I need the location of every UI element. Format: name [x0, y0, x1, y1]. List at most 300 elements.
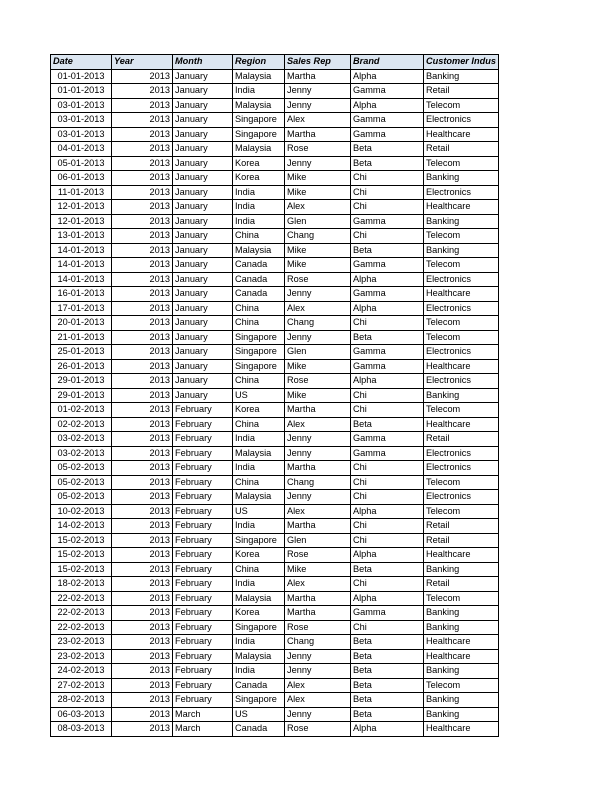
cell-sales-rep: Alex: [285, 113, 351, 128]
cell-sales-rep: Rose: [285, 620, 351, 635]
cell-date: 10-02-2013: [51, 504, 112, 519]
cell-brand: Chi: [351, 316, 424, 331]
cell-customer-industry: Banking: [424, 707, 499, 722]
cell-sales-rep: Jenny: [285, 330, 351, 345]
cell-sales-rep: Rose: [285, 142, 351, 157]
cell-date: 20-01-2013: [51, 316, 112, 331]
cell-month: February: [173, 591, 233, 606]
cell-date: 03-01-2013: [51, 113, 112, 128]
cell-year: 2013: [112, 475, 173, 490]
cell-brand: Gamma: [351, 127, 424, 142]
table-row: [51, 388, 499, 403]
cell-customer-industry: Healthcare: [424, 287, 499, 302]
cell-month: March: [173, 722, 233, 737]
cell-sales-rep: Rose: [285, 722, 351, 737]
cell-date: 05-01-2013: [51, 156, 112, 171]
cell-brand: Beta: [351, 635, 424, 650]
cell-sales-rep: Jenny: [285, 156, 351, 171]
table-row: [51, 316, 499, 331]
cell-month: January: [173, 214, 233, 229]
table-row: [51, 562, 499, 577]
cell-brand: Chi: [351, 185, 424, 200]
cell-customer-industry: Healthcare: [424, 722, 499, 737]
header-brand: Brand: [351, 55, 424, 70]
cell-brand: Beta: [351, 707, 424, 722]
cell-year: 2013: [112, 272, 173, 287]
cell-date: 05-02-2013: [51, 490, 112, 505]
cell-date: 17-01-2013: [51, 301, 112, 316]
header-date: Date: [51, 55, 112, 70]
header-customer-industry: Customer Indus: [424, 55, 499, 70]
cell-year: 2013: [112, 98, 173, 113]
cell-customer-industry: Electronics: [424, 446, 499, 461]
cell-region: India: [233, 185, 285, 200]
cell-customer-industry: Healthcare: [424, 417, 499, 432]
cell-customer-industry: Healthcare: [424, 200, 499, 215]
cell-month: January: [173, 142, 233, 157]
cell-date: 14-02-2013: [51, 519, 112, 534]
cell-sales-rep: Martha: [285, 519, 351, 534]
cell-year: 2013: [112, 606, 173, 621]
cell-customer-industry: Telecom: [424, 229, 499, 244]
cell-month: February: [173, 446, 233, 461]
cell-region: India: [233, 214, 285, 229]
table-row: [51, 693, 499, 708]
cell-date: 01-02-2013: [51, 403, 112, 418]
table-row: [51, 200, 499, 215]
cell-customer-industry: Retail: [424, 519, 499, 534]
cell-year: 2013: [112, 591, 173, 606]
cell-year: 2013: [112, 461, 173, 476]
cell-year: 2013: [112, 156, 173, 171]
cell-year: 2013: [112, 446, 173, 461]
cell-month: February: [173, 678, 233, 693]
cell-month: February: [173, 606, 233, 621]
table-row: [51, 272, 499, 287]
cell-region: Canada: [233, 258, 285, 273]
cell-customer-industry: Healthcare: [424, 548, 499, 563]
table-row: [51, 359, 499, 374]
cell-year: 2013: [112, 214, 173, 229]
cell-sales-rep: Jenny: [285, 490, 351, 505]
cell-customer-industry: Banking: [424, 171, 499, 186]
cell-sales-rep: Mike: [285, 562, 351, 577]
cell-sales-rep: Chang: [285, 316, 351, 331]
cell-customer-industry: Telecom: [424, 156, 499, 171]
cell-sales-rep: Alex: [285, 301, 351, 316]
cell-date: 15-02-2013: [51, 548, 112, 563]
table-row: [51, 490, 499, 505]
cell-month: February: [173, 562, 233, 577]
cell-region: Korea: [233, 548, 285, 563]
cell-month: February: [173, 490, 233, 505]
cell-year: 2013: [112, 185, 173, 200]
cell-brand: Chi: [351, 171, 424, 186]
cell-brand: Chi: [351, 229, 424, 244]
cell-region: China: [233, 301, 285, 316]
table-row: [51, 345, 499, 360]
cell-brand: Chi: [351, 620, 424, 635]
cell-month: January: [173, 113, 233, 128]
cell-customer-industry: Electronics: [424, 490, 499, 505]
table-row: [51, 519, 499, 534]
table-row: [51, 156, 499, 171]
cell-region: US: [233, 388, 285, 403]
cell-month: January: [173, 258, 233, 273]
cell-date: 29-01-2013: [51, 388, 112, 403]
cell-brand: Gamma: [351, 214, 424, 229]
table-row: [51, 229, 499, 244]
cell-date: 22-02-2013: [51, 606, 112, 621]
table-row: [51, 722, 499, 737]
cell-customer-industry: Telecom: [424, 678, 499, 693]
cell-region: China: [233, 562, 285, 577]
table-body: [51, 69, 499, 736]
cell-sales-rep: Alex: [285, 678, 351, 693]
cell-date: 26-01-2013: [51, 359, 112, 374]
cell-brand: Beta: [351, 417, 424, 432]
table-row: [51, 185, 499, 200]
cell-sales-rep: Jenny: [285, 446, 351, 461]
cell-customer-industry: Banking: [424, 562, 499, 577]
cell-customer-industry: Electronics: [424, 301, 499, 316]
cell-date: 15-02-2013: [51, 533, 112, 548]
cell-brand: Beta: [351, 243, 424, 258]
table-row: [51, 591, 499, 606]
cell-year: 2013: [112, 258, 173, 273]
cell-customer-industry: Banking: [424, 693, 499, 708]
cell-sales-rep: Jenny: [285, 707, 351, 722]
cell-region: Singapore: [233, 693, 285, 708]
cell-customer-industry: Retail: [424, 84, 499, 99]
cell-year: 2013: [112, 330, 173, 345]
cell-sales-rep: Chang: [285, 229, 351, 244]
table-row: [51, 330, 499, 345]
cell-year: 2013: [112, 200, 173, 215]
cell-year: 2013: [112, 620, 173, 635]
header-year: Year: [112, 55, 173, 70]
table-row: [51, 432, 499, 447]
sales-data-table: [50, 54, 499, 737]
cell-sales-rep: Rose: [285, 548, 351, 563]
cell-region: Singapore: [233, 127, 285, 142]
cell-year: 2013: [112, 403, 173, 418]
cell-date: 25-01-2013: [51, 345, 112, 360]
cell-customer-industry: Telecom: [424, 98, 499, 113]
cell-region: Canada: [233, 272, 285, 287]
table-row: [51, 664, 499, 679]
cell-year: 2013: [112, 359, 173, 374]
cell-month: February: [173, 519, 233, 534]
cell-customer-industry: Telecom: [424, 475, 499, 490]
cell-date: 04-01-2013: [51, 142, 112, 157]
cell-brand: Alpha: [351, 504, 424, 519]
cell-sales-rep: Jenny: [285, 664, 351, 679]
cell-region: India: [233, 432, 285, 447]
cell-region: China: [233, 316, 285, 331]
cell-brand: Alpha: [351, 98, 424, 113]
cell-month: January: [173, 301, 233, 316]
cell-region: India: [233, 84, 285, 99]
cell-brand: Chi: [351, 533, 424, 548]
cell-brand: Alpha: [351, 722, 424, 737]
cell-date: 23-02-2013: [51, 649, 112, 664]
cell-customer-industry: Telecom: [424, 258, 499, 273]
cell-date: 06-03-2013: [51, 707, 112, 722]
cell-region: Malaysia: [233, 591, 285, 606]
cell-month: February: [173, 533, 233, 548]
cell-brand: Chi: [351, 490, 424, 505]
cell-date: 28-02-2013: [51, 693, 112, 708]
cell-year: 2013: [112, 69, 173, 84]
cell-region: India: [233, 664, 285, 679]
cell-brand: Gamma: [351, 606, 424, 621]
cell-customer-industry: Electronics: [424, 272, 499, 287]
cell-month: February: [173, 504, 233, 519]
cell-year: 2013: [112, 649, 173, 664]
cell-date: 14-01-2013: [51, 272, 112, 287]
table-row: [51, 461, 499, 476]
table-row: [51, 403, 499, 418]
cell-region: India: [233, 635, 285, 650]
header-row: [51, 55, 499, 70]
cell-month: February: [173, 664, 233, 679]
cell-region: Malaysia: [233, 446, 285, 461]
cell-brand: Alpha: [351, 272, 424, 287]
cell-region: Malaysia: [233, 69, 285, 84]
cell-brand: Gamma: [351, 446, 424, 461]
header-month: Month: [173, 55, 233, 70]
cell-year: 2013: [112, 722, 173, 737]
table-header: [51, 55, 499, 70]
cell-region: Singapore: [233, 345, 285, 360]
table-row: [51, 417, 499, 432]
cell-sales-rep: Mike: [285, 185, 351, 200]
cell-customer-industry: Telecom: [424, 403, 499, 418]
cell-sales-rep: Jenny: [285, 84, 351, 99]
cell-customer-industry: Healthcare: [424, 649, 499, 664]
table-row: [51, 171, 499, 186]
table-row: [51, 113, 499, 128]
cell-region: China: [233, 475, 285, 490]
cell-customer-industry: Electronics: [424, 461, 499, 476]
table-row: [51, 301, 499, 316]
cell-year: 2013: [112, 113, 173, 128]
cell-customer-industry: Banking: [424, 69, 499, 84]
cell-month: February: [173, 403, 233, 418]
cell-month: January: [173, 229, 233, 244]
cell-sales-rep: Martha: [285, 127, 351, 142]
cell-month: January: [173, 316, 233, 331]
cell-brand: Alpha: [351, 301, 424, 316]
table-row: [51, 446, 499, 461]
cell-year: 2013: [112, 84, 173, 99]
cell-brand: Beta: [351, 678, 424, 693]
cell-date: 14-01-2013: [51, 258, 112, 273]
cell-month: March: [173, 707, 233, 722]
cell-month: January: [173, 69, 233, 84]
cell-region: Singapore: [233, 620, 285, 635]
cell-region: Malaysia: [233, 649, 285, 664]
cell-date: 21-01-2013: [51, 330, 112, 345]
cell-customer-industry: Retail: [424, 432, 499, 447]
cell-region: US: [233, 707, 285, 722]
cell-date: 23-02-2013: [51, 635, 112, 650]
cell-customer-industry: Electronics: [424, 345, 499, 360]
header-region: Region: [233, 55, 285, 70]
cell-month: February: [173, 432, 233, 447]
cell-brand: Beta: [351, 649, 424, 664]
cell-year: 2013: [112, 519, 173, 534]
cell-region: Canada: [233, 287, 285, 302]
cell-customer-industry: Telecom: [424, 330, 499, 345]
cell-customer-industry: Healthcare: [424, 359, 499, 374]
cell-sales-rep: Jenny: [285, 98, 351, 113]
cell-brand: Chi: [351, 577, 424, 592]
cell-year: 2013: [112, 635, 173, 650]
cell-sales-rep: Alex: [285, 693, 351, 708]
table-row: [51, 69, 499, 84]
cell-month: February: [173, 649, 233, 664]
cell-sales-rep: Rose: [285, 272, 351, 287]
cell-customer-industry: Retail: [424, 577, 499, 592]
cell-month: January: [173, 156, 233, 171]
cell-year: 2013: [112, 171, 173, 186]
cell-date: 01-01-2013: [51, 84, 112, 99]
cell-sales-rep: Martha: [285, 403, 351, 418]
cell-date: 18-02-2013: [51, 577, 112, 592]
cell-sales-rep: Martha: [285, 461, 351, 476]
cell-year: 2013: [112, 562, 173, 577]
cell-brand: Chi: [351, 461, 424, 476]
cell-region: India: [233, 519, 285, 534]
cell-year: 2013: [112, 374, 173, 389]
cell-month: February: [173, 475, 233, 490]
cell-month: January: [173, 359, 233, 374]
cell-customer-industry: Healthcare: [424, 127, 499, 142]
cell-date: 01-01-2013: [51, 69, 112, 84]
cell-date: 12-01-2013: [51, 200, 112, 215]
cell-date: 13-01-2013: [51, 229, 112, 244]
cell-year: 2013: [112, 345, 173, 360]
cell-brand: Gamma: [351, 258, 424, 273]
cell-sales-rep: Martha: [285, 591, 351, 606]
cell-region: Canada: [233, 678, 285, 693]
cell-region: China: [233, 417, 285, 432]
cell-month: February: [173, 461, 233, 476]
cell-region: Singapore: [233, 330, 285, 345]
table-row: [51, 606, 499, 621]
cell-date: 15-02-2013: [51, 562, 112, 577]
cell-customer-industry: Retail: [424, 533, 499, 548]
cell-sales-rep: Alex: [285, 504, 351, 519]
cell-date: 27-02-2013: [51, 678, 112, 693]
cell-year: 2013: [112, 301, 173, 316]
cell-region: China: [233, 229, 285, 244]
cell-sales-rep: Alex: [285, 417, 351, 432]
table-row: [51, 84, 499, 99]
cell-region: Malaysia: [233, 98, 285, 113]
cell-customer-industry: Electronics: [424, 374, 499, 389]
cell-brand: Beta: [351, 693, 424, 708]
cell-sales-rep: Mike: [285, 171, 351, 186]
cell-month: January: [173, 171, 233, 186]
cell-customer-industry: Telecom: [424, 504, 499, 519]
cell-year: 2013: [112, 504, 173, 519]
cell-month: January: [173, 200, 233, 215]
cell-year: 2013: [112, 287, 173, 302]
cell-region: Korea: [233, 156, 285, 171]
cell-sales-rep: Chang: [285, 475, 351, 490]
cell-brand: Gamma: [351, 84, 424, 99]
table-row: [51, 577, 499, 592]
cell-month: February: [173, 417, 233, 432]
cell-region: Malaysia: [233, 490, 285, 505]
cell-year: 2013: [112, 229, 173, 244]
cell-date: 06-01-2013: [51, 171, 112, 186]
table-row: [51, 243, 499, 258]
cell-sales-rep: Alex: [285, 200, 351, 215]
cell-customer-industry: Healthcare: [424, 635, 499, 650]
cell-date: 16-01-2013: [51, 287, 112, 302]
cell-sales-rep: Jenny: [285, 649, 351, 664]
cell-month: February: [173, 548, 233, 563]
cell-date: 12-01-2013: [51, 214, 112, 229]
cell-date: 11-01-2013: [51, 185, 112, 200]
cell-date: 14-01-2013: [51, 243, 112, 258]
cell-brand: Chi: [351, 388, 424, 403]
cell-year: 2013: [112, 533, 173, 548]
cell-year: 2013: [112, 243, 173, 258]
cell-year: 2013: [112, 678, 173, 693]
table-row: [51, 504, 499, 519]
cell-month: January: [173, 272, 233, 287]
cell-sales-rep: Glen: [285, 345, 351, 360]
cell-region: India: [233, 577, 285, 592]
cell-month: January: [173, 287, 233, 302]
cell-sales-rep: Rose: [285, 374, 351, 389]
cell-date: 03-02-2013: [51, 432, 112, 447]
cell-customer-industry: Telecom: [424, 591, 499, 606]
cell-customer-industry: Banking: [424, 664, 499, 679]
cell-sales-rep: Mike: [285, 388, 351, 403]
cell-customer-industry: Telecom: [424, 316, 499, 331]
cell-brand: Chi: [351, 475, 424, 490]
cell-customer-industry: Banking: [424, 620, 499, 635]
cell-sales-rep: Chang: [285, 635, 351, 650]
cell-brand: Alpha: [351, 548, 424, 563]
cell-month: February: [173, 693, 233, 708]
table-row: [51, 635, 499, 650]
cell-brand: Beta: [351, 142, 424, 157]
cell-region: Canada: [233, 722, 285, 737]
cell-sales-rep: Martha: [285, 69, 351, 84]
cell-customer-industry: Banking: [424, 606, 499, 621]
cell-brand: Chi: [351, 200, 424, 215]
cell-region: Malaysia: [233, 142, 285, 157]
cell-year: 2013: [112, 577, 173, 592]
cell-month: February: [173, 577, 233, 592]
cell-date: 03-01-2013: [51, 127, 112, 142]
cell-brand: Gamma: [351, 287, 424, 302]
cell-sales-rep: Mike: [285, 243, 351, 258]
cell-brand: Gamma: [351, 345, 424, 360]
cell-month: January: [173, 243, 233, 258]
cell-year: 2013: [112, 693, 173, 708]
cell-year: 2013: [112, 548, 173, 563]
cell-region: Singapore: [233, 533, 285, 548]
cell-brand: Alpha: [351, 69, 424, 84]
